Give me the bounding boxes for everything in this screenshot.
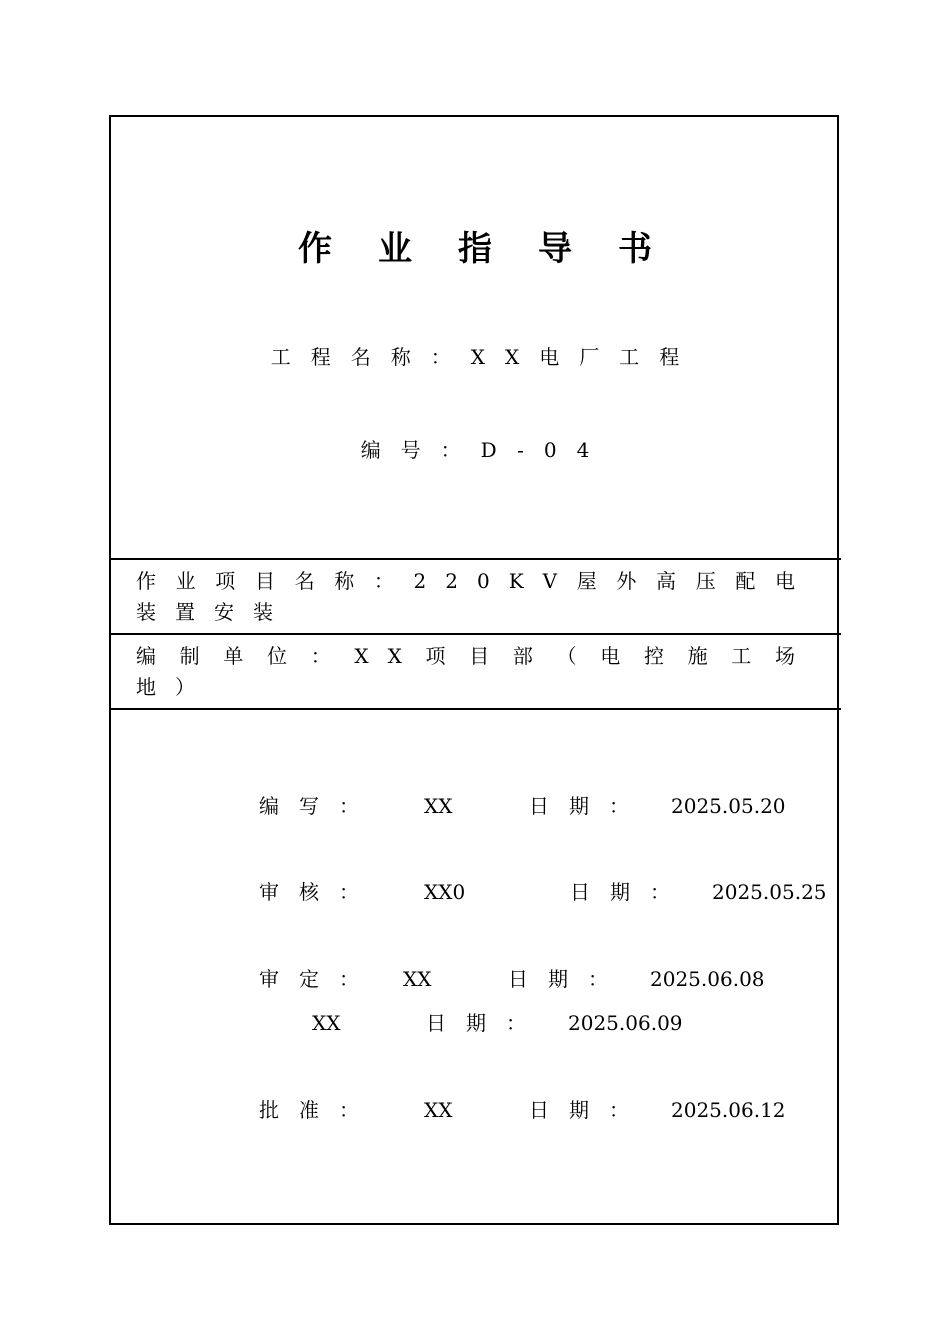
verifier-date-label: 日期：: [508, 967, 628, 991]
verifier-label: 审定：: [259, 967, 379, 991]
compiler-unit-row: 编制单位：XX项目部（电控施工场地）: [136, 644, 814, 699]
divider-middle: [109, 633, 841, 635]
writer-date-label: 日期：: [529, 794, 649, 818]
approver-date: 2025.06.12: [671, 1098, 786, 1122]
task-name-row: 作业项目名称：220KV屋外高压配电装置安装: [136, 569, 814, 624]
reviewer-date: 2025.05.25: [712, 880, 827, 904]
extra-date: 2025.06.09: [568, 1011, 683, 1035]
approver-name: XX: [424, 1098, 453, 1122]
document-code-line: 编号：D-04: [360, 438, 610, 462]
approver-date-label: 日期：: [529, 1098, 649, 1122]
verifier-date: 2025.06.08: [650, 967, 765, 991]
writer-name: XX: [424, 794, 453, 818]
divider-top: [109, 558, 841, 560]
extra-date-label: 日期：: [426, 1011, 546, 1035]
reviewer-label: 审核：: [259, 880, 379, 904]
divider-bottom: [109, 708, 841, 710]
extra-signer-name: XX: [312, 1011, 341, 1035]
writer-date: 2025.05.20: [671, 794, 786, 818]
reviewer-name: XX0: [424, 880, 466, 904]
reviewer-date-label: 日期：: [570, 880, 690, 904]
project-name-line: 工程名称：XX电厂工程: [270, 345, 700, 369]
document-title: 作业指导书: [298, 229, 698, 269]
approver-label: 批准：: [259, 1098, 379, 1122]
writer-label: 编写：: [259, 794, 379, 818]
verifier-name: XX: [403, 967, 432, 991]
